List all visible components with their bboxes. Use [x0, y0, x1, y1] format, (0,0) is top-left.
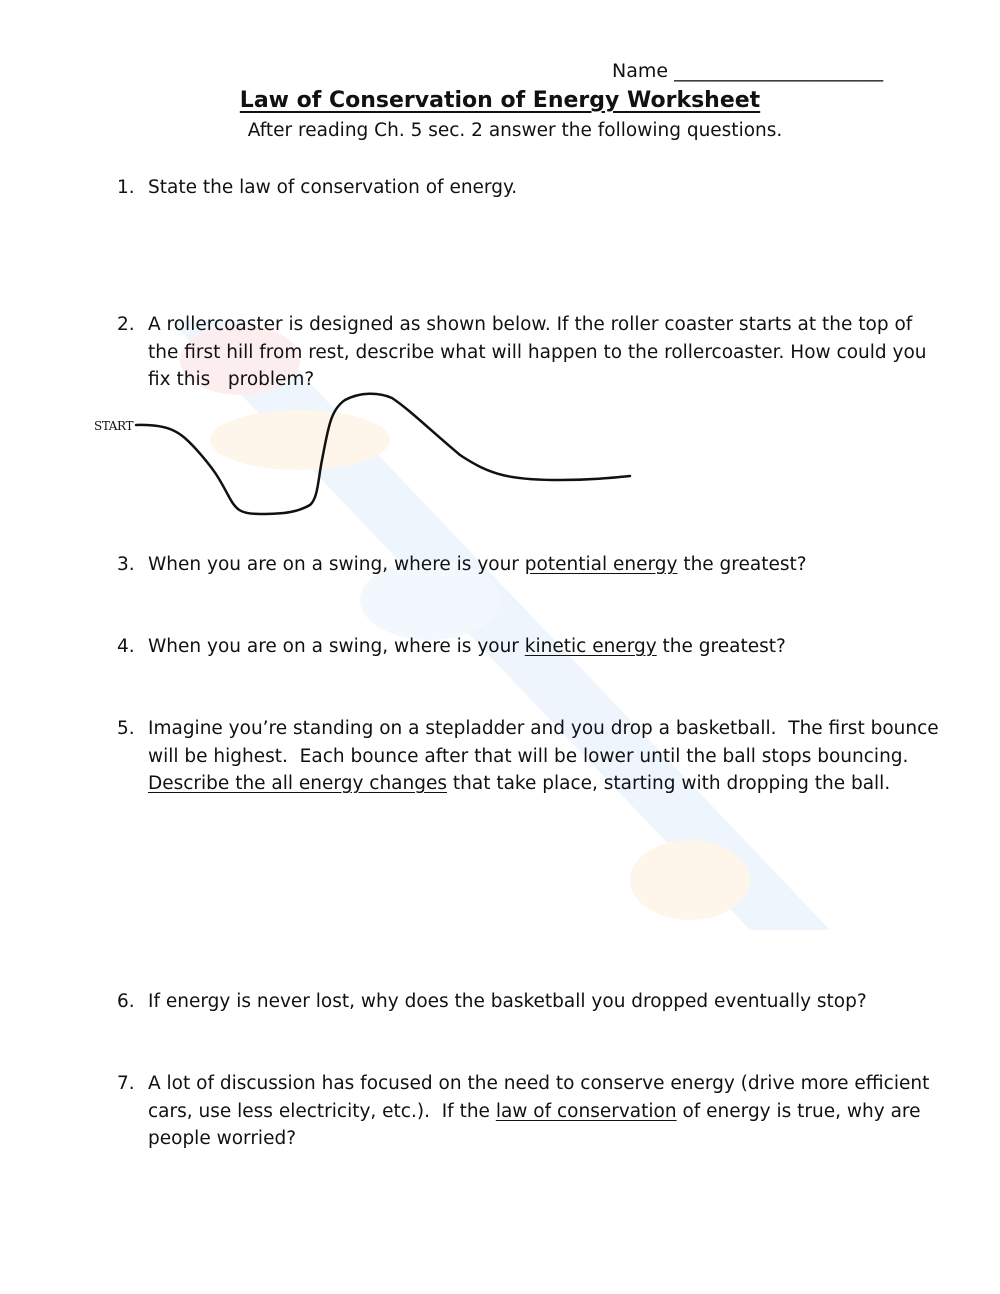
start-label: START: [94, 419, 134, 433]
term-law-of-conservation: law of conservation: [495, 1100, 677, 1122]
name-blank: ______________________: [674, 60, 884, 82]
term-energy-changes: Describe the all energy changes: [148, 773, 447, 794]
term-kinetic-energy: kinetic energy: [524, 636, 657, 657]
name-label: Name: [612, 60, 669, 82]
term-potential-energy: potential energy: [524, 554, 678, 575]
page-title: Law of Conservation of Energy Worksheet: [239, 88, 761, 113]
subtitle: After reading Ch. 5 sec. 2 answer the following questions.: [247, 120, 783, 141]
